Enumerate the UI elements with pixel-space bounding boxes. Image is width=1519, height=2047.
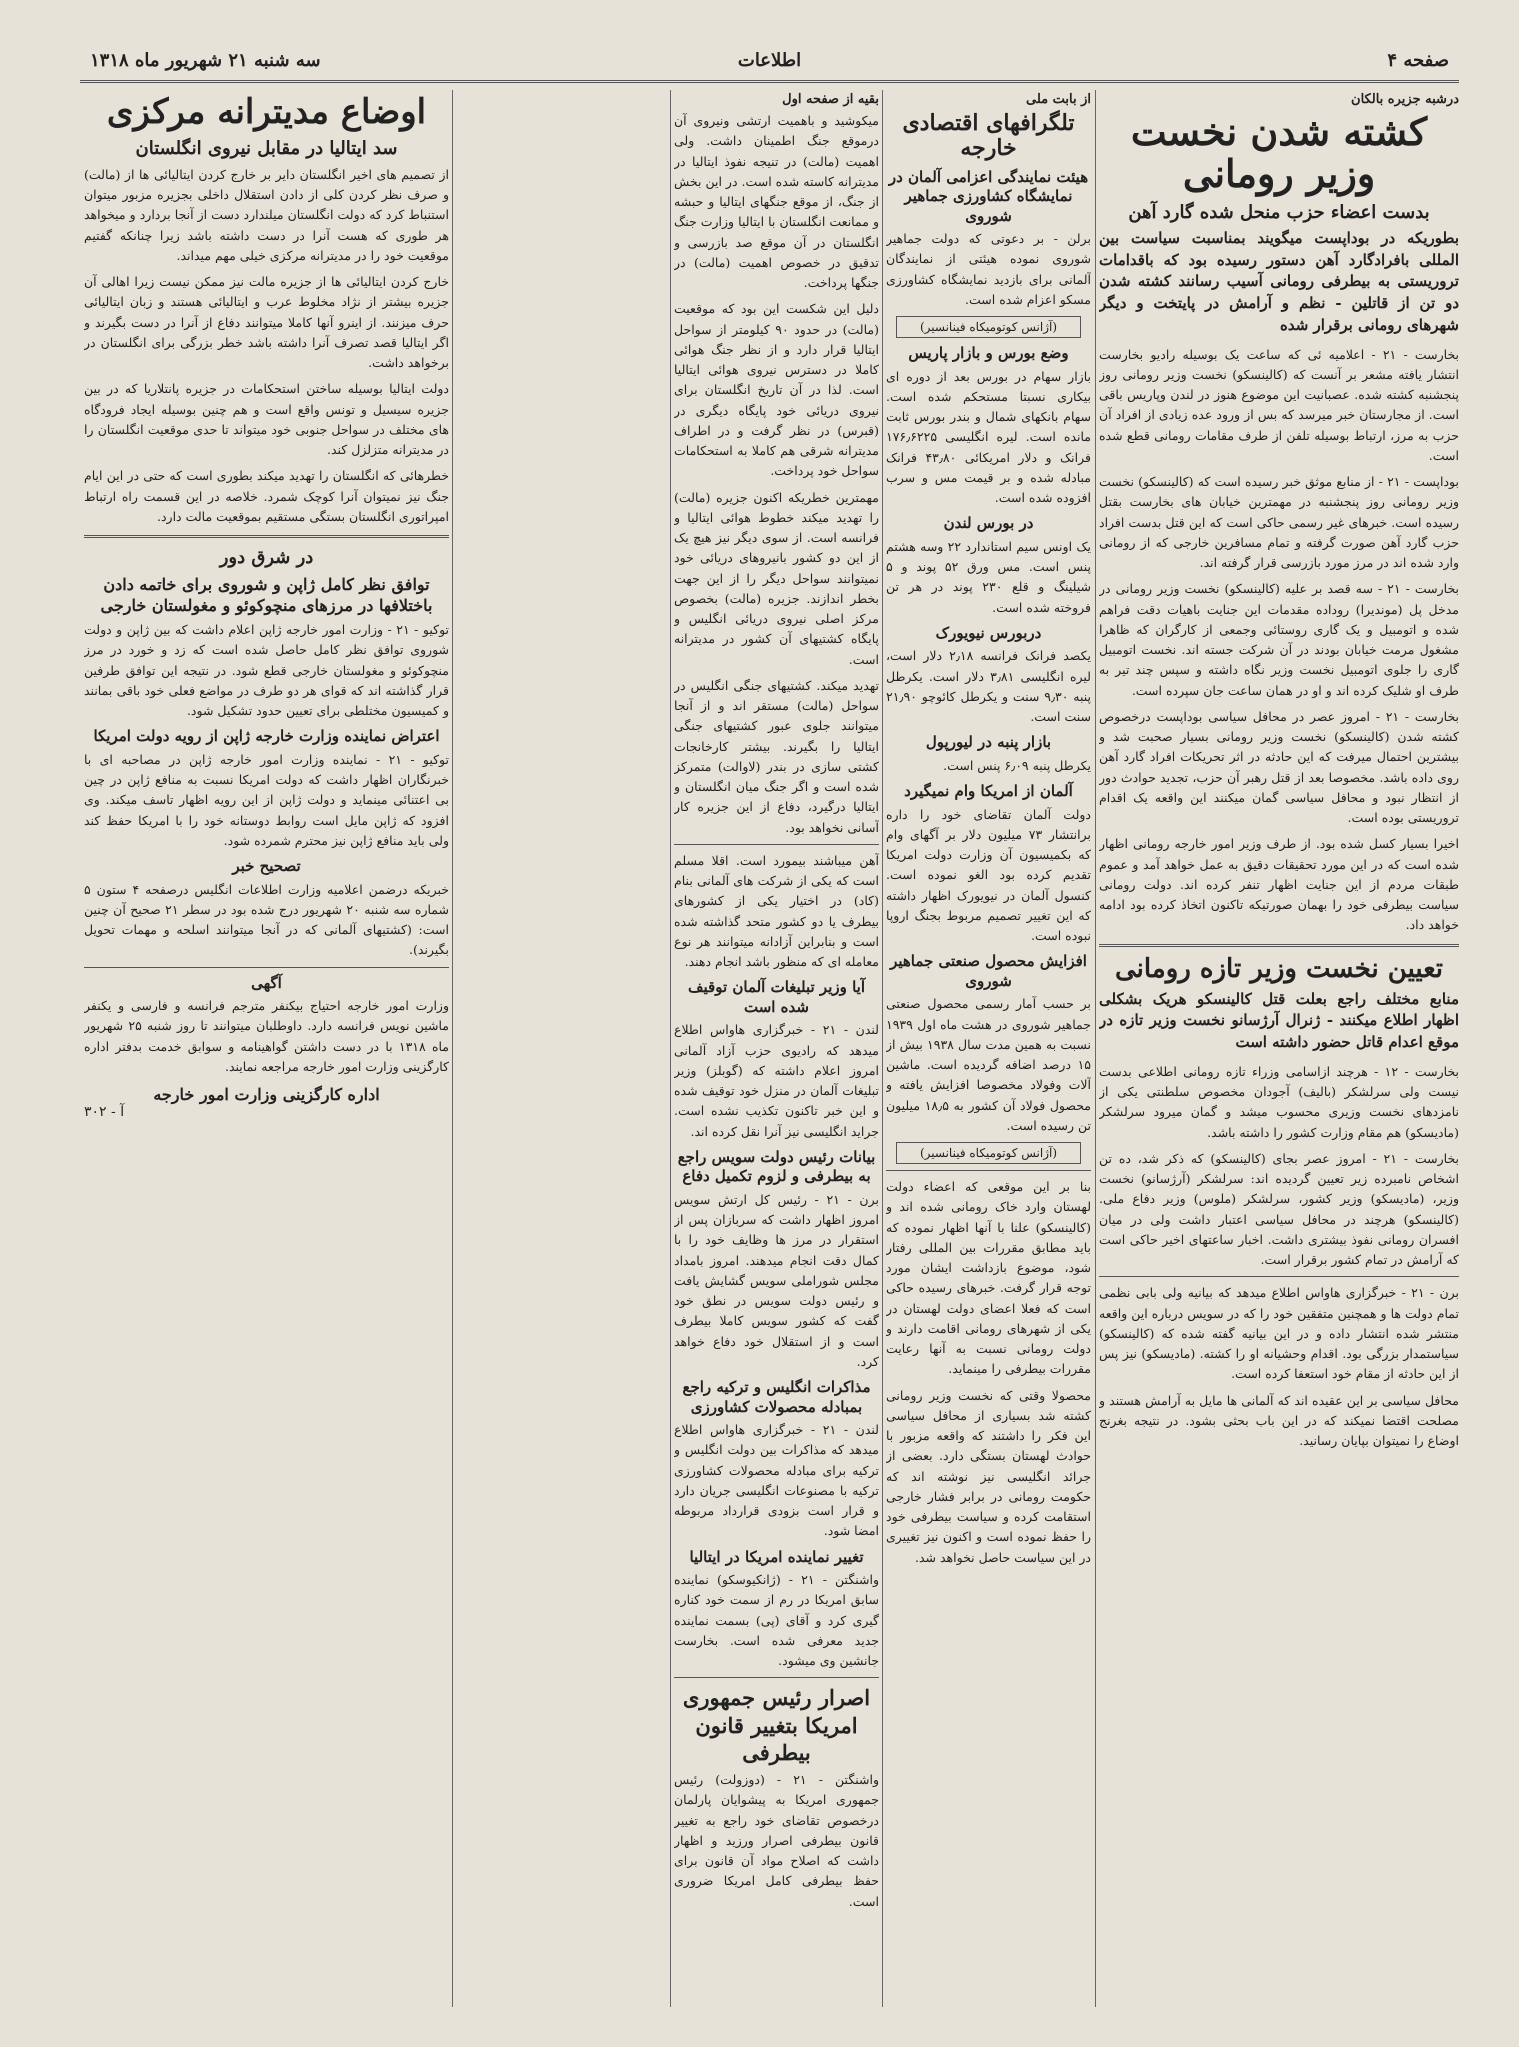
deck: بطوریکه در بوداپست میگویند بمناسبت سیاست بین المللی بافرادگارد آهن دستور رسیده بود که باقدامات تروریستی به بیطرفی رومانی آسیب رسانند کشته شدن دو تن از قاتلین - نظم و آرامش در پایتخت و دیگر شهرهای رومانی برقرار شده	[1099, 228, 1459, 334]
article-paragraph: بر حسب آمار رسمی محصول صنعتی جماهیر شوروی در هشت ماه اول ۱۹۳۹ نسبت به همین مدت سال ۱۹۳۸ بیش از ۱۵ درصد اضافه گردیده است. ماشین آلات وفولاد مخصوصا افزایش یافته و محصول فولاد آن کشور به ۱۸٫۵ میلیون تن رسیده است.	[886, 996, 1091, 1133]
article-paragraph: از تصمیم های اخیر انگلستان دایر بر خارج کردن ایتالیائی ها از (مالت) و صرف نظر کردن کلی از دادن استقلال داخلی بجزیره مزبور میتوان استنباط کرد که دولت انگلستان میلندارد دست از آنجا بردارد و میخواهد هر طوری که هست آنرا در دست داشته باشد زیرا چنانکه گفتیم موقعیت خود را در مدیترانه مرکزی خیلی مهم میداند.	[84, 166, 449, 263]
column-romania	[1099, 92, 1459, 2007]
section-title-far-east: در شرق دور	[219, 547, 314, 569]
headline: توافق نظر کامل ژاپن و شوروی برای خاتمه دادن باختلافها در مرزهای منچوکوئو و مغولستان خارجی	[100, 575, 433, 616]
article-paragraph: آهن میباشند بیمورد است. اقلا مسلم است که یکی از شرکت های آلمانی بنام (کاد) در اختیار یکی از کشورهای بیطرف یا دو کشور متحد گذاشته شده است و بنابراین آزادانه میتوانند هر نوع معامله ای که منظور باشد انجام دهند.	[674, 852, 879, 969]
article-paragraph: برن - ۲۱ - خبرگزاری هاواس اطلاع میدهد که بیانیه ولی بابی نظمی تمام دولت ها و همچنین متفقین خود را که در سویس درباره این واقعه منتشر شده انتشار داده و در این بیانیه گفته شده که (کالینسکو) سیاستمدار بزرگی بود. اقدام وحشیانه او را کشته. (مادیسکو) نیز پس از این حادثه از مقام خود استعفا کرده است.	[1099, 1285, 1459, 1382]
subhead: بازار پنبه در لیورپول	[925, 733, 1052, 752]
separator	[674, 1677, 879, 1678]
column-divider	[1095, 90, 1096, 2007]
section-rule	[84, 535, 449, 538]
article-paragraph: بازار سهام در بورس بعد از دوره ای بیکاری نسبتا مستحکم شده است. سهام بانکهای شمال و بندر بورس ثابت مانده است. لیره انگلیسی ۱۷۶٫۶۲۲۵ فرانک و دلار امریکائی ۴۳٫۸۰ فرانک مبادله شده و بر قیمت مس و سرب افزوده شده است.	[886, 368, 1091, 506]
article-paragraph: بخارست - ۲۱ - امروز عصر بجای (کالینسکو) که ذکر شد، ده تن اشخاص نامبرده زیر تعیین گردیده اند: سرلشکر (آرژسانو) نخست وزیر، (مادیسکو) وزیر کشور، سرلشکر (ملوس) وزیر دفاع ملی. (کالینسکو) هرچند در محافل سیاسی اعتبار داشت ولی در میان افسران رومانی نفوذ بیشتری داشت. اخبار ساعتهای اخیر حاکی است که آرامش در تمام کشور برقرار است.	[1099, 1150, 1459, 1268]
headline: اعتراض نماینده وزارت خارجه ژاپن از رویه دولت امریکا	[93, 727, 440, 746]
article-paragraph: بخارست - ۱۲ - هرچند ازاسامی وزراء تازه رومانی اطلاعی بدست نیست ولی سرلشکر (بالیف) آجودان مخصوص سلطنتی یکی از نامزدهای نخست وزیری محسوب میشد و گمان میرود سرلشکر (مادیسکو) هم مقام وزارت کشور را داشته باشد.	[1099, 1063, 1459, 1140]
separator	[674, 844, 879, 845]
article-paragraph: واشنگتن - ۲۱ - (دوزولت) رئیس جمهوری امریکا به پیشوایان پارلمان درخصوص تقاضای خود راجع به تغییر قانون بیطرفی اصرار ورزید و اظهار داشت که اصلاح مواد آن قانون برای حفظ بیطرفی کامل امریکا ضروری است.	[674, 1772, 879, 1909]
separator	[886, 1170, 1091, 1171]
article-paragraph: برن - ۲۱ - رئیس کل ارتش سویس امروز اظهار داشت که سربازان پس از استقرار در مرز ها وظایف خود را با کمال دقت انجام میدهند. امروز بامداد مجلس شوراملی سویس گشایش یافت و رئیس دولت سویس در نطق خود گفت که کشور سویس کاملا بیطرف است و از استقلال خود دفاع خواهد کرد.	[674, 1191, 879, 1369]
subhead: در بورس لندن	[943, 514, 1034, 533]
article-paragraph: یک اونس سیم استاندارد ۲۲ وسه هشتم پنس است. مس ورق ۵۲ پوند و ۵ شیلینگ و قلع ۲۳۰ پوند در هر تن فروخته شده است.	[886, 538, 1091, 615]
kicker: درشبه جزیره بالکان	[1351, 92, 1459, 107]
source-credit: (آژانس کوتومیکاه فینانسیر)	[896, 316, 1081, 338]
headline: بیانات رئیس دولت سویس راجع به بیطرفی و لزوم تکمیل دفاع	[677, 1147, 876, 1186]
article-paragraph: بخارست - ۲۱ - اعلامیه ئی که ساعت یک بوسیله رادیو بخارست انتشار یافته مشعر بر آنست که (کالینسکو) نخست وزیر رومانی روز پنجشنبه کشته شده. عصبانیت این موضوع هنوز در لندن وپاریس باقی است. از مجارستان خبر میرسد که بس از ورود عده زیادی از افراد آن حزب به مرز، ارتباط بوسیله تلفن از طرف مقامات رومانی قطع شده است.	[1099, 346, 1459, 463]
article-paragraph: یکرطل پنبه ۶٫۰۹ پنس است.	[943, 757, 1091, 773]
column-divider	[670, 90, 671, 2007]
subhead: سد ایتالیا در مقابل نیروی انگلستان	[135, 138, 398, 160]
article-paragraph: خبریکه درضمن اعلامیه وزارت اطلاعات انگلیس درصفحه ۴ ستون ۵ شماره سه شنبه ۲۰ شهریور درج شده بود در سطر ۲۱ صحیح آن چنین است: (کشتیهای آلمانی که در آنجا میتوانند اسلحه و مهمات تحویل بگیرند).	[84, 881, 449, 958]
deck-new-pm: منابع مختلف راجع بعلت قتل کالینسکو هریک بشکلی اظهار اطلاع میکنند - ژنرال آرژسانو نخست وزیر تازه در موقع اعدام قاتل حضور داشته است	[1099, 989, 1459, 1052]
source-credit: (آژانس کوتومیکاه فینانسیر)	[896, 1142, 1081, 1164]
article-paragraph: توکیو - ۲۱ - نماینده وزارت امور خارجه ژاپن در مصاحبه ای با خبرنگاران اظهار داشت که دولت امریکا نسبت به منافع ژاپن در چین بی اعتنائی مینماید و دولت ژاپن از این رویه اظهار تاسف میکند. وی افزود که ژاپن مایل است روابط دوستانه خود را با امریکا حفظ کند ولی باید منافع ژاپن نیز محترم شمرده شود.	[84, 751, 449, 848]
article-paragraph: تهدید میکند. کشتیهای جنگی انگلیس در سواحل (مالت) مستقر اند و از آنجا میتوانند جلوی عبور کشتیهای جنگی ایتالیا را بگیرند. بیشتر کارخانجات کشتی سازی در بندر (لاوالت) متمرکز شده است و اگر جنگ میان انگلستان و ایتالیا درگیرد، دفاع از این جزیره کار آسانی نخواهد بود.	[674, 677, 879, 835]
article-paragraph: اخیرا بسیار کسل شده بود. از طرف وزیر امور خارجه رومانی اظهار شده است که در این مورد تحقیقات دقیق به عمل خواهد آمد و عموم طبقات مردم از این جنایت اظهار تنفر کرده اند. دولت رومانی سیاست بیطرفی خود را بهمان صورتیکه تاکنون اتخاذ کرده بود ادامه خواهد داد.	[1099, 836, 1459, 933]
article-paragraph: لندن - ۲۱ - خبرگزاری هاواس اطلاع میدهد که مذاکرات بین دولت انگلیس و ترکیه برای مبادله محصولات کشاورزی ترکیه با مصنوعات انگلیسی جریان دارد و قرار است بزودی قرارداد مربوطه امضا شود.	[674, 1422, 879, 1539]
article-paragraph: بخارست - ۲۱ - سه قصد بر علیه (کالینسکو) نخست وزیر رومانی در مدخل پل (موندیرا) روداده مقدمات این جنایت باهیات دقت فراهم شده و اتومبیل و یک گاری روستائی وجمعی از کارگران که ظاهرا مشغول مرمت خیابان بودند در آن شرکت جسته اند. نخست اتومبیل گاری را جلوی اتومبیل نخست وزیر نگاه داشته و سپس چند تیر به طرف او شلیک کرده اند و او در همان ساعت جان سپرده است.	[1099, 581, 1459, 698]
column-divider	[882, 90, 883, 2007]
headline-economic-telegrams: تلگرافهای اقتصادی خارجه	[902, 110, 1075, 162]
headline-us-president: اصرار رئیس جمهوری امریکا بتغییر قانون بیطرفی	[682, 1685, 871, 1765]
article-paragraph: محافل سیاسی بر این عقیده اند که آلمانی ها مایل به آرامش هستند و مصلحت اقتضا نمیکند که در این باب بحثی بشود. در نتیجه بغرنج اوضاع را نمیتوان بپایان رسانید.	[1099, 1392, 1459, 1449]
article-paragraph: خارج کردن ایتالیائی ها از جزیره مالت نیز ممکن نیست زیرا اهالی آن جزیره بیشتر از نژاد مخلوط عرب و ایتالیائی هستند و زبان ایتالیائی حرف میزنند. از اینرو آنها کاملا میتوانند دفاع از آنرا در دست بگیرند و اگر ایتالیا قصد تصرف آنرا داشته باشد خطر بزرگی برای انگلستان در برخواهد داشت.	[84, 274, 449, 371]
article-paragraph: بوداپست - ۲۱ - از منابع موثق خبر رسیده است که (کالینسکو) نخست وزیر رومانی روز پنجشنبه در مهمترین خیابان های بخارست بقتل رسیده است. خبرهای غیر رسمی حاکی است که این قتل بدست افراد حزب گارد آهن صورت گرفته و تمام مسافرین خارجی که از رومانی وارد شده اند در مرز مورد بازرسی قرار گرفته اند.	[1099, 474, 1459, 571]
column-continued	[674, 92, 879, 2007]
article-paragraph: مهمترین خطریکه اکنون جزیره (مالت) را تهدید میکند خطوط هوائی ایتالیا و فرانسه است. از سوی دیگر نیز هیچ یک از این دو کشور بانیروهای دریائی خود نمیتوانند سواحل دیگر را از این جهت بخطر اندازند. جزیره (مالت) بخصوص مرکز اصلی نیروی دریائی انگلیس و پایگاه کشتیهای آن کشور در مدیترانه است.	[674, 489, 879, 667]
notice-signature: اداره کارگزینی وزارت امور خارجه	[153, 1085, 380, 1105]
headline-new-pm: تعیین نخست وزیر تازه رومانی	[1114, 953, 1444, 984]
masthead-rule	[80, 80, 1459, 83]
article-paragraph: دولت آلمان تقاضای خود را داره برانتشار ۷۳ میلیون دلار بر آگهای وام که بکمیسیون آن وزارت دولت امریکا تقدیم کرده بود الغو نموده است. کنسول آلمان در نیویورک اظهار داشته که این تغییر تصمیم مربوط بجنگ اروپا نبوده است.	[886, 806, 1091, 944]
headline-mediterranean: اوضاع مدیترانه مرکزی	[106, 92, 427, 132]
article-paragraph: خطرهائی که انگلستان را تهدید میکند بطوری است که حتی در این ایام جنگ نیز نمیتوان آنرا کوچک شمرد. خلاصه در این قسمت راه ارتباط امپراتوری انگلستان بستگی مستقیم بموقعیت مالت دارد.	[84, 468, 449, 524]
section-rule	[1099, 944, 1459, 947]
column-mediterranean	[84, 92, 449, 2007]
subhead: آلمان از امریکا وام نمیگیرد	[904, 782, 1073, 801]
article-paragraph: دولت ایتالیا بوسیله ساختن استحکامات در جزیره پانتلاریا که در بین جزیره سیسیل و تونس واقع است و هم چنین بوسیله ایجاد فرودگاه های مختلف در سواحل جنوبی خود میتواند تا حدی موقعیت انگلستان را در مدیترانه متزلزل کند.	[84, 381, 449, 458]
subhead: وضع بورس و بازار پاریس	[908, 344, 1069, 363]
article-paragraph: بخارست - ۲۱ - امروز عصر در محافل سیاسی بوداپست درخصوص کشته شدن (کالینسکو) نخست وزیر رومانی بسیار صحبت شد و بیشترین احتمال میرفت که این حادثه در اثر تحریکات افراد گارد آهن روی داده باشد. مخصوصا بعد از قتل رهبر آن حزب، تجدید حوادث دور از انتظار نبود و محافل سیاسی گمان میکنند این واقعه یک اقدام تروریستی بوده است.	[1099, 708, 1459, 826]
column-divider	[452, 90, 453, 2007]
subhead: دربورس نیویورک	[935, 623, 1042, 642]
separator	[1099, 1276, 1459, 1277]
subhead-iron-guard: بدست اعضاء حزب منحل شده گارد آهن	[1128, 201, 1430, 223]
column-economic	[886, 92, 1091, 2007]
article-paragraph: بنا بر این موقعی که اعضاء دولت لهستان وارد خاک رومانی شده اند و (کالینسکو) علنا با آنها اظهار نموده که باید مطابق مقررات بین المللی رفتار شود، موضوع بازداشت ایشان مورد توجه قرار گرفت. خبرهای رسیده حاکی است که فعلا اعضای دولت لهستان در یکی از شهرهای رومانی اقامت دارند و دولت رومانی نسبت به آنها رعایت مقررات بیطرفی را مینماید.	[886, 1179, 1091, 1377]
subhead: افزایش محصول صنعتی جماهیر شوروی	[890, 952, 1087, 990]
separator	[84, 967, 449, 968]
headline: مذاکرات انگلیس و ترکیه راجع بمبادله محصولات کشاورزی	[682, 1378, 871, 1416]
headline-notice: آگهی	[251, 973, 282, 992]
article-paragraph: دلیل این شکست این بود که موقعیت (مالت) در حدود ۹۰ کیلومتر از سواحل ایتالیا قرار دارد و از نظر جنگ هوائی کاملا در دسترس نیروی هوائی ایتالیا است. لذا در آن تاریخ انگلستان برای نیروی دریائی خود پایگاه دیگری در (قبرس) در نظر گرفت و در اطراف مدیترانه شرقی هم کاملا به استحکامات سواحل خود پرداخت.	[674, 301, 879, 479]
article-paragraph: یکصد فرانک فرانسه ۲٫۱۸ دلار است، لیره انگلیسی ۳٫۸۱ دلار است. یکرطل پنبه ۹٫۳۰ سنت و یکرطل کائوچو ۲۱٫۹۰ سنت است.	[886, 648, 1091, 725]
headline-correction: تصحیح خبر	[232, 857, 301, 876]
article-paragraph: لندن - ۲۱ - خبرگزاری هاواس اطلاع میدهد که رادیوی حزب آزاد آلمانی امروز اعلام داشته که (گوبلز) وزیر تبلیغات آلمان در منزل خود توقیف شده و این خبر تاکنون تکذیب نشده است. جراید انگلیسی نیز آنرا نقل کرده اند.	[674, 1022, 879, 1139]
article-paragraph: محصولا وقتی که نخست وزیر رومانی کشته شد بسیاری از محافل سیاسی این فکر را داشتند که واقعه مزبور با حوادث لهستان بستگی دارد. بعضی از جرائد انگلیسی نیز نوشته اند که حکومت رومانی در برابر فشار خارجی استقامت کرده و سیاست بیطرفی خود را حفظ نموده است و اکنون نیز تغییری در این سیاست حاصل نخواهد شد.	[886, 1387, 1091, 1565]
article-paragraph: توکیو - ۲۱ - وزارت امور خارجه ژاپن اعلام داشت که بین ژاپن و دولت شوروی توافق نظر کامل حاصل شده است که زد و خورد در مرز منچوکوئو و مغولستان خارجی قطع شود. در نتیجه این توافق طرفین قرار گذاشته اند که قوای هر دو طرف در مواضع فعلی خود باقی بمانند و کمیسیون مختلطی برای تعیین حدود تشکیل شود.	[84, 622, 449, 719]
article-paragraph: برلن - بر دعوتی که دولت جماهیر شوروی نموده هیئتی از نمایندگان آلمانی برای بازدید نمایشگاه کشاورزی مسکو اعزام شده است.	[886, 231, 1091, 307]
kicker: بقیه از صفحه اول	[782, 92, 879, 107]
kicker: از بابت ملی	[1025, 92, 1091, 107]
notice-code: ۳۰۲ - آ	[84, 1104, 125, 1121]
headline-pm-killed: کشته شدن نخست وزیر رومانی	[1130, 109, 1428, 196]
page-number: صفحه ۴	[1387, 50, 1449, 71]
article-paragraph: میکوشید و باهمیت ارتشی ونیروی آن درموقع جنگ اطمینان داشت. ولی اهمیت (مالت) در تنیجه نفوذ ایتالیا در مدیترانه کاسته شده است. در این بخش از جنگ، از موقع جنگهای ایتالیا و حبشه و ممانعت انگلستان با ایتالیا وزارت جنگ انگلستان در آن موقع صد بازرسی و تدقیق در خصوص اهمیت (مالت) در جنگها پرداخت.	[674, 113, 879, 290]
masthead	[90, 50, 1449, 76]
notice-text: وزارت امور خارجه احتیاج بیکنفر مترجم فرانسه و فارسی و یکنفر ماشین نویس فرانسه دارد. داوطلبان میتوانند تا روز شنبه ۲۵ شهریور ماه ۱۳۱۸ با در دست داشتن گواهینامه و سوابق خدمت بدفتر اداره کارگزینی وزارت امور خارجه مراجعه نمایند.	[84, 998, 449, 1074]
article-paragraph: واشنگتن - ۲۱ - (ژانکیوسکو) نماینده سابق امریکا در رم از سمت خود کناره گیری کرد و آقای (پی) بسمت نماینده جدید معرفی شده است. بخارست جانشین وی میشود.	[674, 1572, 879, 1668]
paper-name: اطلاعات	[737, 50, 802, 71]
subhead: هیئت نمایندگی اعزامی آلمان در نمایشگاه کشاورزی جماهیر شوروی	[888, 167, 1089, 225]
headline: آیا وزیر تبلیغات آلمان توقیف شده است	[687, 978, 865, 1016]
issue-date: سه شنبه ۲۱ شهریور ماه ۱۳۱۸	[90, 50, 321, 71]
headline: تغییر نماینده امریکا در ایتالیا	[689, 1547, 864, 1566]
